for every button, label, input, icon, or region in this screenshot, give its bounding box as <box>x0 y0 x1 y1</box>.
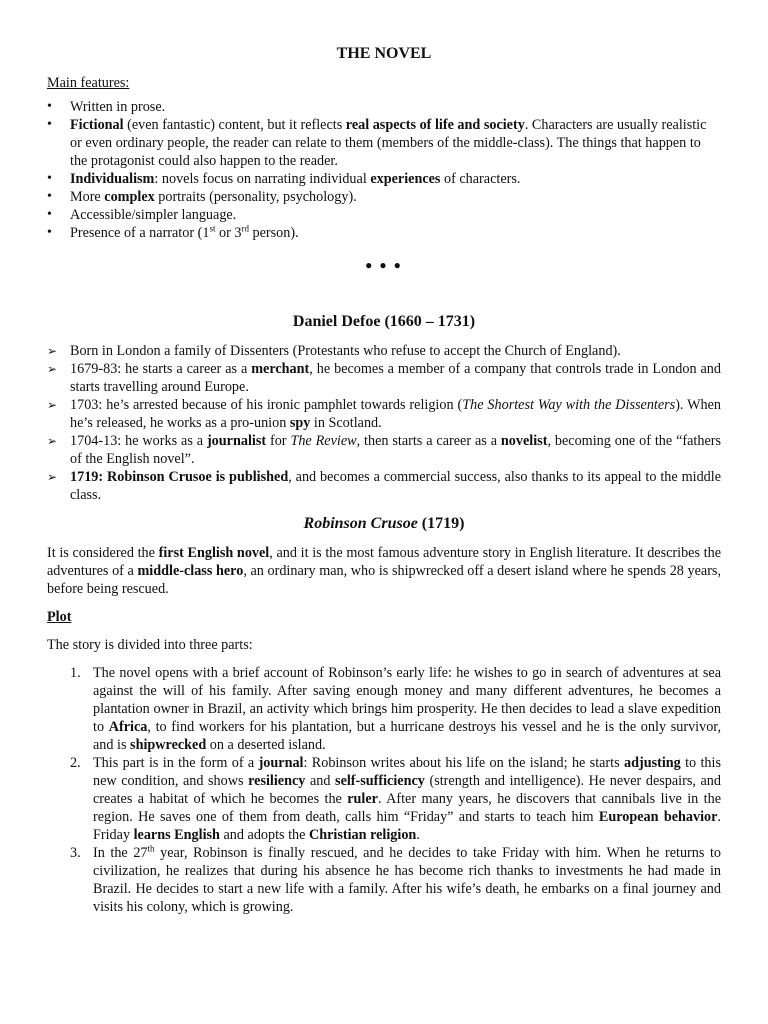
text-run: or 3 <box>215 225 242 241</box>
text-run: , then starts a career as a <box>356 433 501 449</box>
text-run: spy <box>289 415 311 431</box>
bio-item <box>47 432 721 468</box>
plot-part-number: 2. <box>70 755 81 771</box>
text-run: real aspects of life and society <box>345 117 525 133</box>
text-run: In the 27 <box>93 845 148 861</box>
text-run: 1719: Robinson Crusoe is published <box>70 469 289 485</box>
text-run: , he becomes a member of a company that controls trade in London and starts travelling around Europe. <box>70 361 721 395</box>
text-run: This part is in the form of a <box>93 755 259 771</box>
text-run: learns English <box>133 827 220 843</box>
bio-item <box>47 342 721 360</box>
text-run: ). When he’s released, he works as a pro-union <box>70 397 722 431</box>
text-run: . Friday <box>93 809 721 843</box>
text-run: : novels focus on narrating individual <box>154 171 371 187</box>
text-run: ruler <box>347 791 378 807</box>
plot-part-number: 1. <box>70 665 81 681</box>
feature-item <box>47 116 721 170</box>
plot-part-item <box>47 664 721 754</box>
text-run: European behavior <box>598 809 718 825</box>
text-run: and adopts the <box>219 827 309 843</box>
text-run: (even fantastic) content, but it reflects <box>123 117 346 133</box>
text-run: Fictional <box>70 117 124 133</box>
text-run: in Scotland. <box>310 415 382 431</box>
feature-item <box>47 224 721 242</box>
plot-part-item <box>47 754 721 844</box>
text-run: : Robinson writes about his life on the island; he starts <box>303 755 624 771</box>
bio-item <box>47 468 721 504</box>
feature-item <box>47 188 721 206</box>
feature-item <box>47 98 721 116</box>
section-separator: ● ● ● <box>365 258 403 272</box>
text-run: Individualism <box>70 171 155 187</box>
page-title: THE NOVEL <box>336 45 432 62</box>
defoe-heading: Daniel Defoe (1660 – 1731) <box>292 313 476 330</box>
robinson-heading <box>47 514 721 534</box>
text-run: It is considered the <box>47 545 159 561</box>
text-run: merchant <box>251 361 310 377</box>
text-run: novelist <box>500 433 548 449</box>
text-run: The novel opens with a brief account of Robinson’s early life: he wishes to go in search of adventures at sea against the will of his family. After saving enough money and many different adventures, he becomes a plantation owner in Brazil, an activity which brings him prosperity. He then decides to lead a slave expedition to <box>93 665 721 735</box>
text-run: . <box>416 827 420 843</box>
text-run: , becoming one of the “fathers of the English novel”. <box>70 433 721 467</box>
robinson-intro <box>47 544 721 598</box>
text-run: resiliency <box>248 773 306 789</box>
text-run: journalist <box>206 433 267 449</box>
robinson-heading-title: Robinson Crusoe <box>303 515 418 532</box>
defoe-bio-list <box>47 342 721 504</box>
text-run: rd <box>241 223 249 234</box>
bio-item <box>47 396 721 432</box>
parts-intro: The story is divided into three parts: <box>47 637 253 653</box>
text-run: adjusting <box>623 755 681 771</box>
text-run: journal <box>258 755 304 771</box>
text-run: 1679-83: he starts a career as a <box>70 361 252 377</box>
robinson-heading-year: (1719) <box>417 515 465 532</box>
text-run: , and it is the most famous adventure story in English literature. It describes the adventures of a <box>47 545 721 579</box>
document-page <box>47 44 721 916</box>
text-run: , and becomes a commercial success, also thanks to its appeal to the middle class. <box>70 469 721 503</box>
text-run: Born in London a family of Dissenters (Protestants who refuse to accept the Church of England). <box>70 343 621 359</box>
text-run: , an ordinary man, who is shipwrecked off a desert island where he spends 28 years, before being rescued. <box>47 563 722 597</box>
text-run: The Shortest Way with the Dissenters <box>462 397 676 413</box>
text-run: Accessible/simpler language. <box>70 207 237 223</box>
feature-item <box>47 206 721 224</box>
text-run: to this new condition, and shows <box>93 755 721 789</box>
text-run: shipwrecked <box>130 737 207 753</box>
text-run: person). <box>248 225 299 241</box>
text-run: first English novel <box>158 545 270 561</box>
text-run: 1704-13: he works as a <box>70 433 207 449</box>
text-run: The Review <box>290 433 357 449</box>
text-run: year, Robinson is finally rescued, and he decides to take Friday with him. When he returns to civilization, he realizes that during his absence he has become rich thanks to investments he had made in Brazil. He decides to start a new life with a family. After his wife’s death, he embarks on a final journey and visits his colony, which is growing. <box>93 845 722 915</box>
text-run: Written in prose. <box>70 99 166 115</box>
text-run: More <box>70 189 105 205</box>
text-run: (strength and intelligence). He never despairs, and creates a habitat of which he becomes the <box>93 773 721 807</box>
text-run: on a deserted island. <box>206 737 326 753</box>
text-run: experiences <box>370 171 441 187</box>
main-features-label: Main features: <box>47 75 130 91</box>
text-run: . Characters are usually realistic or even ordinary people, the reader can relate to them (members of the middle-class). The things that happen to the protagonist could also happen to the reader. <box>70 117 707 169</box>
plot-part-number: 3. <box>70 845 81 861</box>
plot-part-item <box>47 844 721 916</box>
main-features-list <box>47 98 721 242</box>
text-run: th <box>147 843 155 854</box>
text-run: Christian religion <box>308 827 417 843</box>
text-run: , to find workers for his plantation, but a hurricane destroys his vessel and he is the only survivor, and is <box>93 719 721 753</box>
plot-heading: Plot <box>47 609 72 625</box>
text-run: Africa <box>108 719 148 735</box>
text-run: 1703: he’s arrested because of his ironic pamphlet towards religion ( <box>70 397 463 413</box>
text-run: for <box>266 433 291 449</box>
plot-parts-list <box>47 664 721 916</box>
text-run: st <box>209 223 216 234</box>
text-run: complex <box>104 189 155 205</box>
text-run: middle-class hero <box>137 563 244 579</box>
text-run: . After many years, he discovers that cannibals live in the region. He saves one of them from death, calls him “Friday” and starts to teach him <box>93 791 721 825</box>
text-run: and <box>305 773 336 789</box>
feature-item <box>47 170 721 188</box>
bio-item <box>47 360 721 396</box>
text-run: Presence of a narrator (1 <box>70 225 210 241</box>
text-run: of characters. <box>440 171 521 187</box>
text-run: self-sufficiency <box>335 773 425 789</box>
text-run: portraits (personality, psychology). <box>154 189 357 205</box>
